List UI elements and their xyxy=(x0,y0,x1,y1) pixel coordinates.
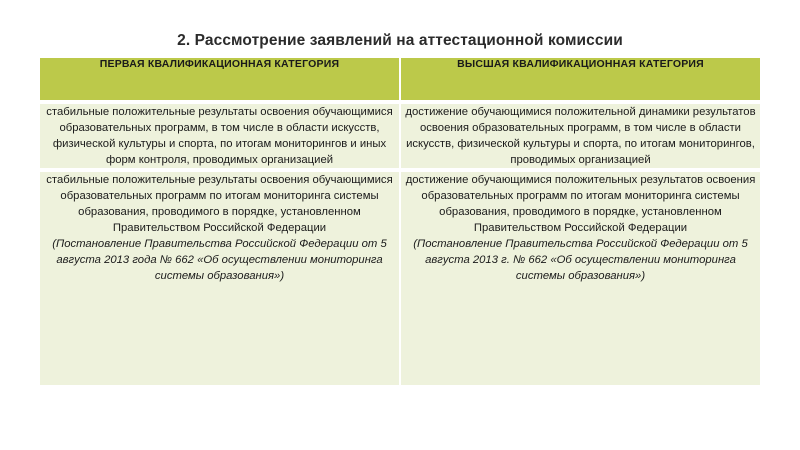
table-row xyxy=(40,170,760,385)
table-header-highest-category: ВЫСШАЯ КВАЛИФИКАЦИОННАЯ КАТЕГОРИЯ xyxy=(400,58,760,102)
cell-text: стабильные положительные результаты освоения обучающимися образовательных программ по итогам мониторинга системы образования, проводимого в порядке, установленном Правительством Российской Федерации xyxy=(46,174,393,235)
page-title: 2. Рассмотрение заявлений на аттестационной комиссии xyxy=(177,32,623,49)
table-row xyxy=(40,102,760,170)
criteria-table xyxy=(40,58,760,385)
table-cell-row1-highest xyxy=(400,102,760,170)
table-cell-row1-first xyxy=(40,102,400,170)
table-header-row xyxy=(40,58,760,102)
table-cell-row2-highest xyxy=(400,170,760,385)
table-cell-row2-first xyxy=(40,170,400,385)
cell-text: достижение обучающимися положительной динамики результатов освоения образовательных программ, в том числе в области искусств, физической культуры и спорта, по итогам мониторингов, проводимых организацией xyxy=(405,106,756,167)
cell-text: достижение обучающимися положительных результатов освоения образовательных программ по итогам мониторинга системы образования, проводимого в порядке, установленном Правительством Российской Федерации xyxy=(405,174,756,235)
table-header-first-category: ПЕРВАЯ КВАЛИФИКАЦИОННАЯ КАТЕГОРИЯ xyxy=(40,58,400,102)
cell-note: (Постановление Правительства Российской Федерации от 5 августа 2013 года № 662 «Об осуществлении мониторинга системы образования») xyxy=(52,238,387,283)
cell-note: (Постановление Правительства Российской Федерации от 5 августа 2013 г. № 662 «Об осуществлении мониторинга системы образования») xyxy=(413,238,748,283)
cell-text: стабильные положительные результаты освоения обучающимися образовательных программ, в том числе в области искусств, физической культуры и спорта, по итогам мониторингов и иных форм контроля, проводимых организацией xyxy=(46,106,393,167)
